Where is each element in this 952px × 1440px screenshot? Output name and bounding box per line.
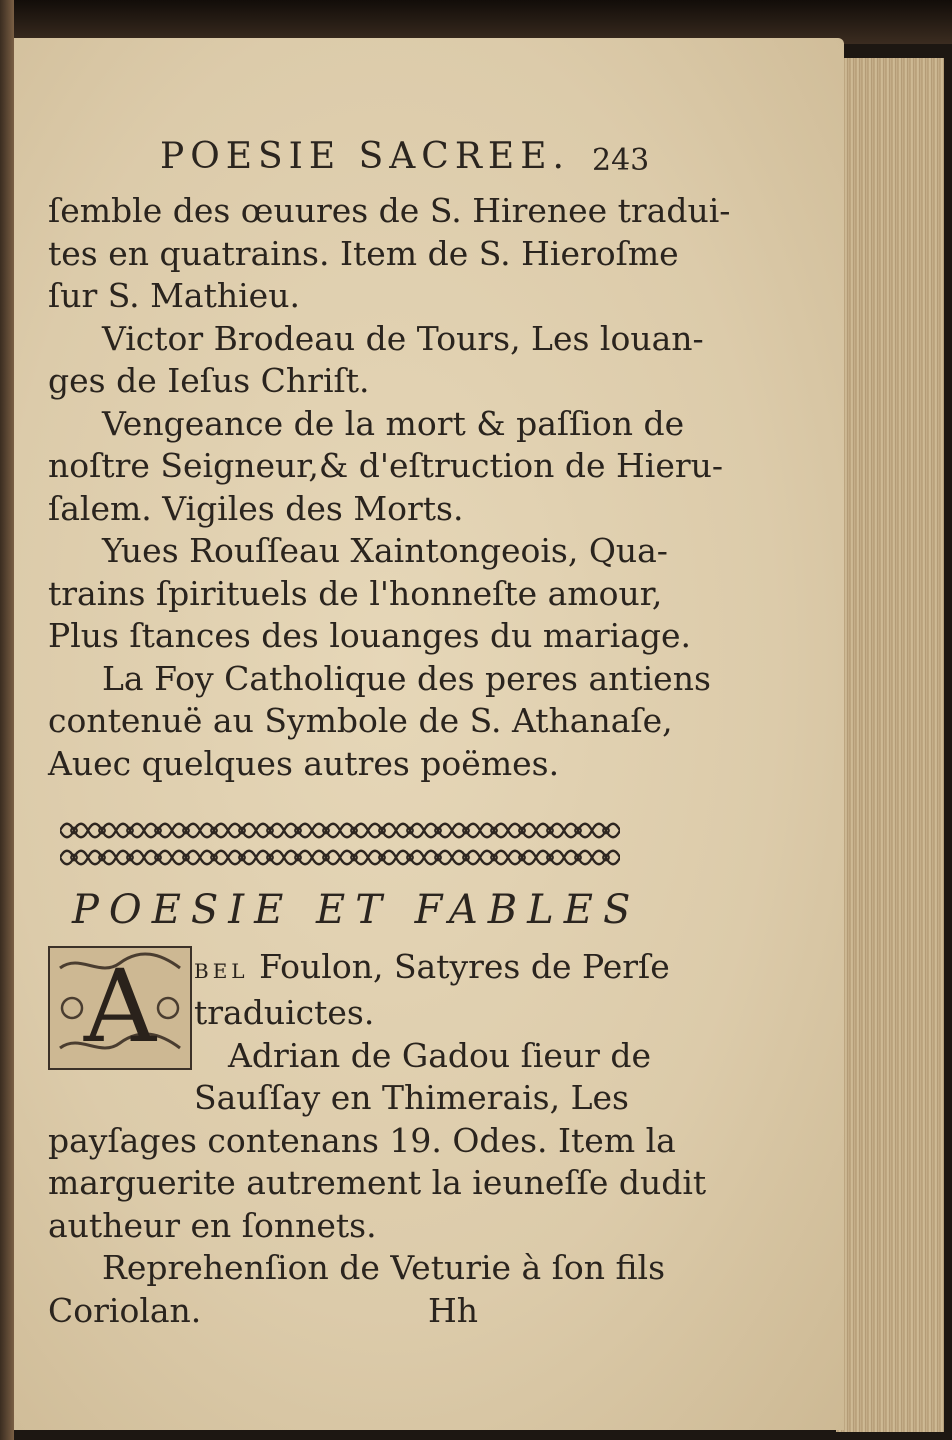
text-line: Auec quelques autres poëmes. [48,743,560,783]
text-line: marguerite autrement la ieuneſſe dudit [48,1163,707,1202]
binding-edge [0,0,14,1440]
page-number: 243 [592,143,650,178]
text-line: ges de Ieſus Chriſt. [48,361,370,400]
text-line: ſur S. Mathieu. [48,276,300,315]
text-line: Reprehenſion de Veturie à ſon fils [102,1248,666,1287]
running-head: POESIE SACREE. [160,136,570,177]
text-line: La Foy Catholique des peres antiens [102,658,711,698]
text-span: Coriolan. [48,1290,202,1330]
text-block [48,136,731,1332]
small-caps-word: BEL [194,958,249,983]
text-line: traduictes. [194,993,375,1032]
text-line: trains ſpirituels de l'honneſte amour, [48,573,663,613]
text-line: Vengeance de la mort & paſſion de [102,403,685,443]
decorated-initial [48,946,192,1070]
text-line: contenuë au Symbole de S. Athanaſe, [48,701,673,740]
text-line: noſtre Seigneur,& d'eſtruction de Hieru- [48,446,724,485]
page-header [48,136,648,186]
text-line [48,1290,648,1333]
text-line: payſages contenans 19. Odes. Item la [48,1120,676,1160]
signature-mark: Hh [428,1290,479,1330]
text-line: autheur en ſonnets. [48,1205,377,1245]
ornament-band [60,817,620,871]
text-line: ſalem. Vigiles des Morts. [48,488,464,528]
page-edges [836,58,944,1432]
text-line: ſemble des œuures de S. Hirenee tradui- [48,191,731,230]
text-line: Yues Rouſſeau Xaintongeois, Qua- [102,531,668,570]
text-line: Sauſſay en Thimerais, Les [194,1078,629,1117]
text-line: tes en quatrains. Item de S. Hieroſme [48,233,679,273]
text-span: Foulon, Satyres de Perſe [259,946,670,986]
text-line: Plus ſtances des louanges du mariage. [48,616,692,655]
text-line: Adrian de Gadou ſieur de [228,1035,652,1075]
initial-letter: A [83,947,157,1065]
text-line: Victor Brodeau de Tours, Les louan- [102,318,704,358]
section-title: POESIE ET FABLES [72,887,641,933]
initial-paragraph [48,946,670,1120]
